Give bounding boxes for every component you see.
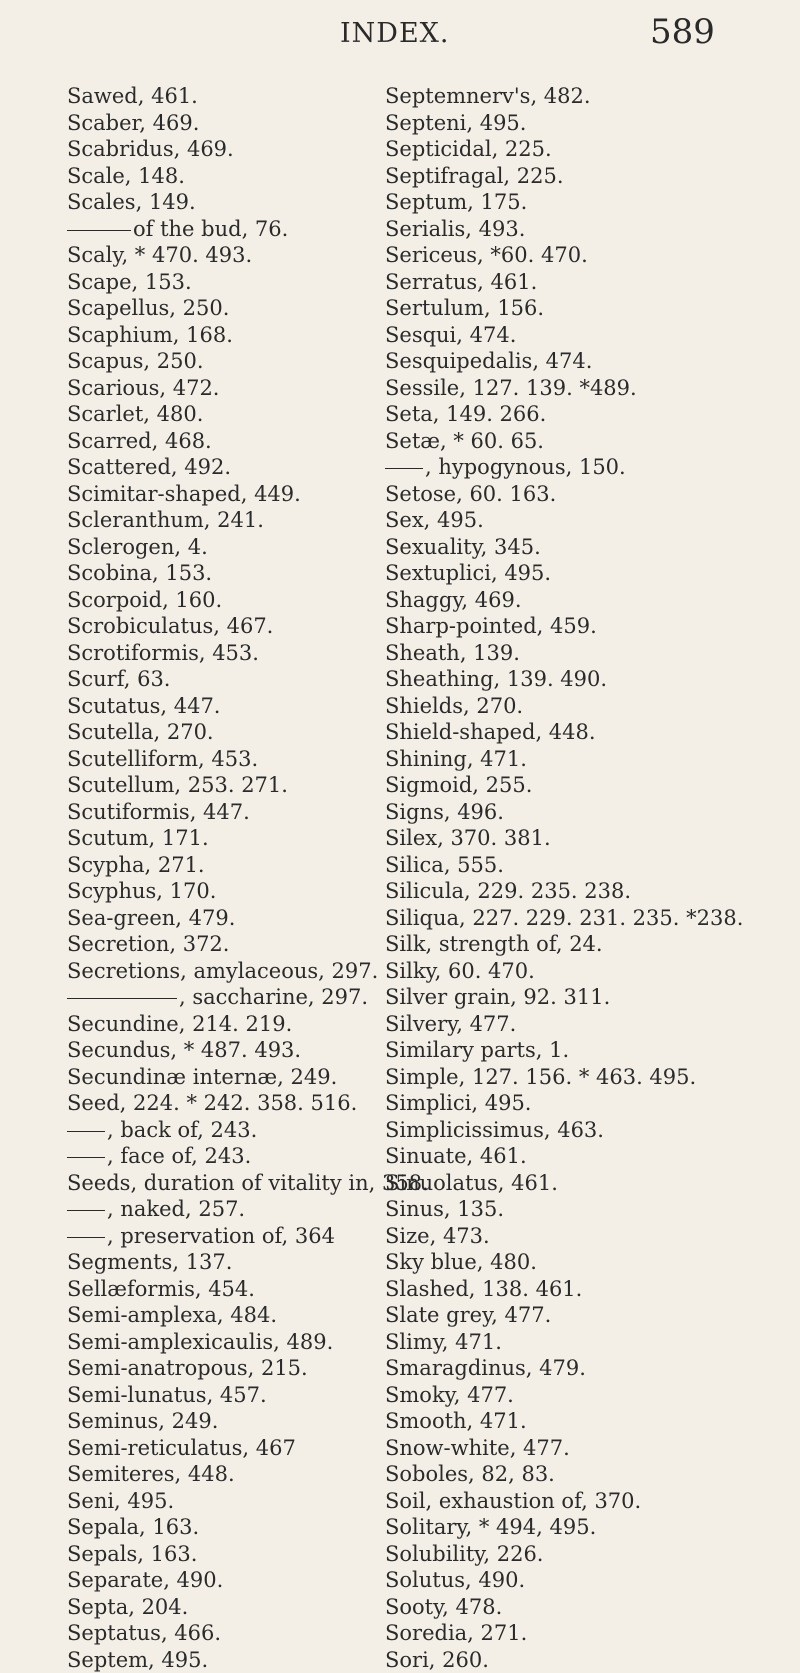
index-entry: Semiteres, 448. xyxy=(67,1461,397,1488)
index-entry: Semi-amplexicaulis, 489. xyxy=(67,1329,397,1356)
index-entry: Sesquipedalis, 474. xyxy=(385,348,795,375)
index-entry: Scrobiculatus, 467. xyxy=(67,613,397,640)
index-entry: Septifragal, 225. xyxy=(385,163,795,190)
index-subentry: of the bud, 76. xyxy=(67,216,397,243)
index-entry: Sellæformis, 454. xyxy=(67,1276,397,1303)
index-entry: Scarious, 472. xyxy=(67,375,397,402)
index-entry: Sex, 495. xyxy=(385,507,795,534)
index-entry: Sclerogen, 4. xyxy=(67,534,397,561)
index-entry: Sesqui, 474. xyxy=(385,322,795,349)
index-entry: Scapellus, 250. xyxy=(67,295,397,322)
index-entry: Septicidal, 225. xyxy=(385,136,795,163)
index-entry: Sepala, 163. xyxy=(67,1514,397,1541)
index-entry: Simplicissimus, 463. xyxy=(385,1117,795,1144)
index-entry: Serialis, 493. xyxy=(385,216,795,243)
index-entry: Scutiformis, 447. xyxy=(67,799,397,826)
index-subentry: , hypogynous, 150. xyxy=(385,454,795,481)
index-entry: Signs, 496. xyxy=(385,799,795,826)
index-entry: Segments, 137. xyxy=(67,1249,397,1276)
index-entry: Shields, 270. xyxy=(385,693,795,720)
index-entry: Scleranthum, 241. xyxy=(67,507,397,534)
index-entry: Scurf, 63. xyxy=(67,666,397,693)
index-entry: Scobina, 153. xyxy=(67,560,397,587)
index-entry: Sexuality, 345. xyxy=(385,534,795,561)
index-entry: Silicula, 229. 235. 238. xyxy=(385,878,795,905)
index-entry: Sertulum, 156. xyxy=(385,295,795,322)
index-entry: Septeni, 495. xyxy=(385,110,795,137)
index-entry: Secretion, 372. xyxy=(67,931,397,958)
index-entry: Scypha, 271. xyxy=(67,852,397,879)
index-entry: Scales, 149. xyxy=(67,189,397,216)
index-entry: Scutum, 171. xyxy=(67,825,397,852)
index-entry: Smooth, 471. xyxy=(385,1408,795,1435)
index-entry: Septemnerv's, 482. xyxy=(385,83,795,110)
index-entry: Scapus, 250. xyxy=(67,348,397,375)
index-entry: Seed, 224. * 242. 358. 516. xyxy=(67,1090,397,1117)
index-entry: Sori, 260. xyxy=(385,1647,795,1673)
index-entry: Sinus, 135. xyxy=(385,1196,795,1223)
index-subentry: , back of, 243. xyxy=(67,1117,397,1144)
index-entry: Scaphium, 168. xyxy=(67,322,397,349)
index-entry: Slimy, 471. xyxy=(385,1329,795,1356)
index-entry: Seeds, duration of vitality in, 358. xyxy=(67,1170,397,1197)
index-entry: Secundine, 214. 219. xyxy=(67,1011,397,1038)
index-entry: Sheathing, 139. 490. xyxy=(385,666,795,693)
index-entry: Simple, 127. 156. * 463. 495. xyxy=(385,1064,795,1091)
index-entry: Shield-shaped, 448. xyxy=(385,719,795,746)
index-entry: Scattered, 492. xyxy=(67,454,397,481)
index-entry: Sinuolatus, 461. xyxy=(385,1170,795,1197)
index-entry: Sea-green, 479. xyxy=(67,905,397,932)
index-entry: Soboles, 82, 83. xyxy=(385,1461,795,1488)
index-entry: Scaber, 469. xyxy=(67,110,397,137)
index-entry: Scorpoid, 160. xyxy=(67,587,397,614)
index-entry: Scabridus, 469. xyxy=(67,136,397,163)
index-entry: Setose, 60. 163. xyxy=(385,481,795,508)
index-entry: Sawed, 461. xyxy=(67,83,397,110)
index-entry: Scaly, * 470. 493. xyxy=(67,242,397,269)
index-entry: Smaragdinus, 479. xyxy=(385,1355,795,1382)
index-entry: Sepals, 163. xyxy=(67,1541,397,1568)
index-entry: Scutatus, 447. xyxy=(67,693,397,720)
index-entry: Serratus, 461. xyxy=(385,269,795,296)
index-entry: Solitary, * 494, 495. xyxy=(385,1514,795,1541)
index-entry: Seminus, 249. xyxy=(67,1408,397,1435)
index-subentry: , saccharine, 297. xyxy=(67,984,397,1011)
index-entry: Secretions, amylaceous, 297. xyxy=(67,958,397,985)
index-entry: Silvery, 477. xyxy=(385,1011,795,1038)
index-entry: Sheath, 139. xyxy=(385,640,795,667)
index-entry: Secundus, * 487. 493. xyxy=(67,1037,397,1064)
index-subentry: , face of, 243. xyxy=(67,1143,397,1170)
running-title: INDEX. xyxy=(340,18,449,49)
index-entry: Septem, 495. xyxy=(67,1647,397,1673)
index-entry: Silver grain, 92. 311. xyxy=(385,984,795,1011)
index-entry: Setæ, * 60. 65. xyxy=(385,428,795,455)
index-entry: Scarred, 468. xyxy=(67,428,397,455)
index-entry: Sextuplici, 495. xyxy=(385,560,795,587)
index-entry: Scarlet, 480. xyxy=(67,401,397,428)
index-entry: Scutellum, 253. 271. xyxy=(67,772,397,799)
index-subentry: , naked, 257. xyxy=(67,1196,397,1223)
index-entry: Semi-lunatus, 457. xyxy=(67,1382,397,1409)
index-entry: Semi-reticulatus, 467 xyxy=(67,1435,397,1462)
index-subentry: , preservation of, 364 xyxy=(67,1223,397,1250)
index-entry: Sky blue, 480. xyxy=(385,1249,795,1276)
index-entry: Siliqua, 227. 229. 231. 235. *238. xyxy=(385,905,795,932)
index-entry: Sessile, 127. 139. *489. xyxy=(385,375,795,402)
index-entry: Shaggy, 469. xyxy=(385,587,795,614)
index-entry: Septum, 175. xyxy=(385,189,795,216)
index-entry: Silex, 370. 381. xyxy=(385,825,795,852)
index-entry: Septatus, 466. xyxy=(67,1620,397,1647)
index-entry: Seta, 149. 266. xyxy=(385,401,795,428)
index-entry: Sericeus, *60. 470. xyxy=(385,242,795,269)
page-header xyxy=(0,10,800,60)
index-entry: Seni, 495. xyxy=(67,1488,397,1515)
index-entry: Scale, 148. xyxy=(67,163,397,190)
index-entry: Semi-anatropous, 215. xyxy=(67,1355,397,1382)
index-entry: Scape, 153. xyxy=(67,269,397,296)
index-entry: Slate grey, 477. xyxy=(385,1302,795,1329)
index-entry: Sooty, 478. xyxy=(385,1594,795,1621)
index-entry: Semi-amplexa, 484. xyxy=(67,1302,397,1329)
page-number: 589 xyxy=(650,12,715,52)
index-entry: Sharp-pointed, 459. xyxy=(385,613,795,640)
index-entry: Similary parts, 1. xyxy=(385,1037,795,1064)
index-entry: Septa, 204. xyxy=(67,1594,397,1621)
index-entry: Sigmoid, 255. xyxy=(385,772,795,799)
index-entry: Sinuate, 461. xyxy=(385,1143,795,1170)
index-entry: Scimitar-shaped, 449. xyxy=(67,481,397,508)
index-entry: Solutus, 490. xyxy=(385,1567,795,1594)
index-entry: Shining, 471. xyxy=(385,746,795,773)
index-entry: Scutella, 270. xyxy=(67,719,397,746)
index-entry: Scutelliform, 453. xyxy=(67,746,397,773)
index-entry: Soredia, 271. xyxy=(385,1620,795,1647)
index-entry: Simplici, 495. xyxy=(385,1090,795,1117)
index-entry: Scrotiformis, 453. xyxy=(67,640,397,667)
index-entry: Silky, 60. 470. xyxy=(385,958,795,985)
index-entry: Soil, exhaustion of, 370. xyxy=(385,1488,795,1515)
index-entry: Snow-white, 477. xyxy=(385,1435,795,1462)
index-entry: Smoky, 477. xyxy=(385,1382,795,1409)
index-entry: Scyphus, 170. xyxy=(67,878,397,905)
index-entry: Silica, 555. xyxy=(385,852,795,879)
index-entry: Slashed, 138. 461. xyxy=(385,1276,795,1303)
index-entry: Silk, strength of, 24. xyxy=(385,931,795,958)
index-entry: Size, 473. xyxy=(385,1223,795,1250)
index-column-left xyxy=(67,83,397,1673)
index-entry: Solubility, 226. xyxy=(385,1541,795,1568)
index-entry: Separate, 490. xyxy=(67,1567,397,1594)
index-entry: Secundinæ internæ, 249. xyxy=(67,1064,397,1091)
index-column-right xyxy=(385,83,795,1673)
